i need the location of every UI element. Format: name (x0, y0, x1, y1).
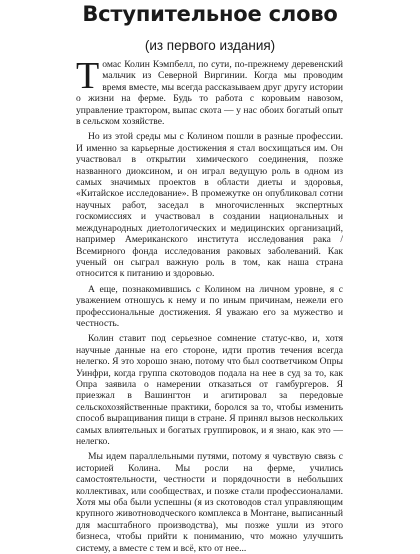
paragraph-text: омас Колин Кэмпбелл, по сути, по-прежнему деревенский мальчик из Северной Виргинии. Когда мы проводим время вместе, мы всегда рассказываем друг другу истории о жизни на ферме. Будь то работа с коровьим навозом, управление трактором, выпас скота — у нас обоих богатый опыт в сельском хозяйстве. (76, 59, 343, 128)
drop-cap: Т (76, 55, 100, 97)
paragraph: А еще, познакомившись с Колином на личном уровне, я с уважением отношусь к нему и по иным причинам, нежели его профессиональные достижения. Я уважаю его за мужество и честность. (76, 283, 343, 329)
paragraph (76, 55, 343, 128)
paragraph: Колин ставит под серьезное сомнение статус-кво, и, хотя научные данные на его стороне, идти против течения всегда нелегко. Я это хорошо знаю, потому что был соответчиком Опры Уинфри, когда группа скотоводов подала на нее в суд за то, как Опра заявила о намерении отказаться от гамбургеров. Я приезжал в Вашингтон и агитировал за передовые сельскохозяйственные практики, боролся за то, чтобы изменить способ выращивания пищи в стране. Я принял вызов нескольких самых влиятельных и богатых группировок, и я знаю, как это — нелегко. (76, 333, 343, 447)
paragraph: Но из этой среды мы с Колином пошли в разные профессии. И именно за карьерные достижения я стал восхищаться им. Он участвовал в открытии химического соединения, позже названного диоксином, и он играл ведущую роль в одном из самых значимых проектов в области диеты и здоровья, «Китайское исследование». В промежутке он опубликовал сотни научных работ, заседал в многочисленных экспертных госкомиссиях и участвовал в создании национальных и международных диетологических и медицинских организаций, например Американского института исследования рака / Всемирного фонда исследования раковых заболеваний. Как ученый он сыграл важную роль в том, как наша страна относится к питанию и здоровью. (76, 131, 343, 280)
page-title: Вступительное слово (82, 2, 338, 26)
body-text (76, 55, 343, 554)
paragraph: Мы идем параллельными путями, потому я чувствую связь с историей Колина. Мы росли на ферме, учились самостоятельности, честности и порядочности в небольших коллективах, или сообществах, и позже стали профессионалами. Хотя мы оба были успешны (я из скотоводов стал управляющим крупного животноводческого комплекса в Монтане, выписанный для масштабного производства), мы позже ушли из этого бизнеса, чтобы прийти к пониманию, что можно улучшить систему, а вместе с тем и всё, кто от нее... (76, 451, 343, 554)
page-subtitle: (из первого издания) (144, 38, 276, 53)
